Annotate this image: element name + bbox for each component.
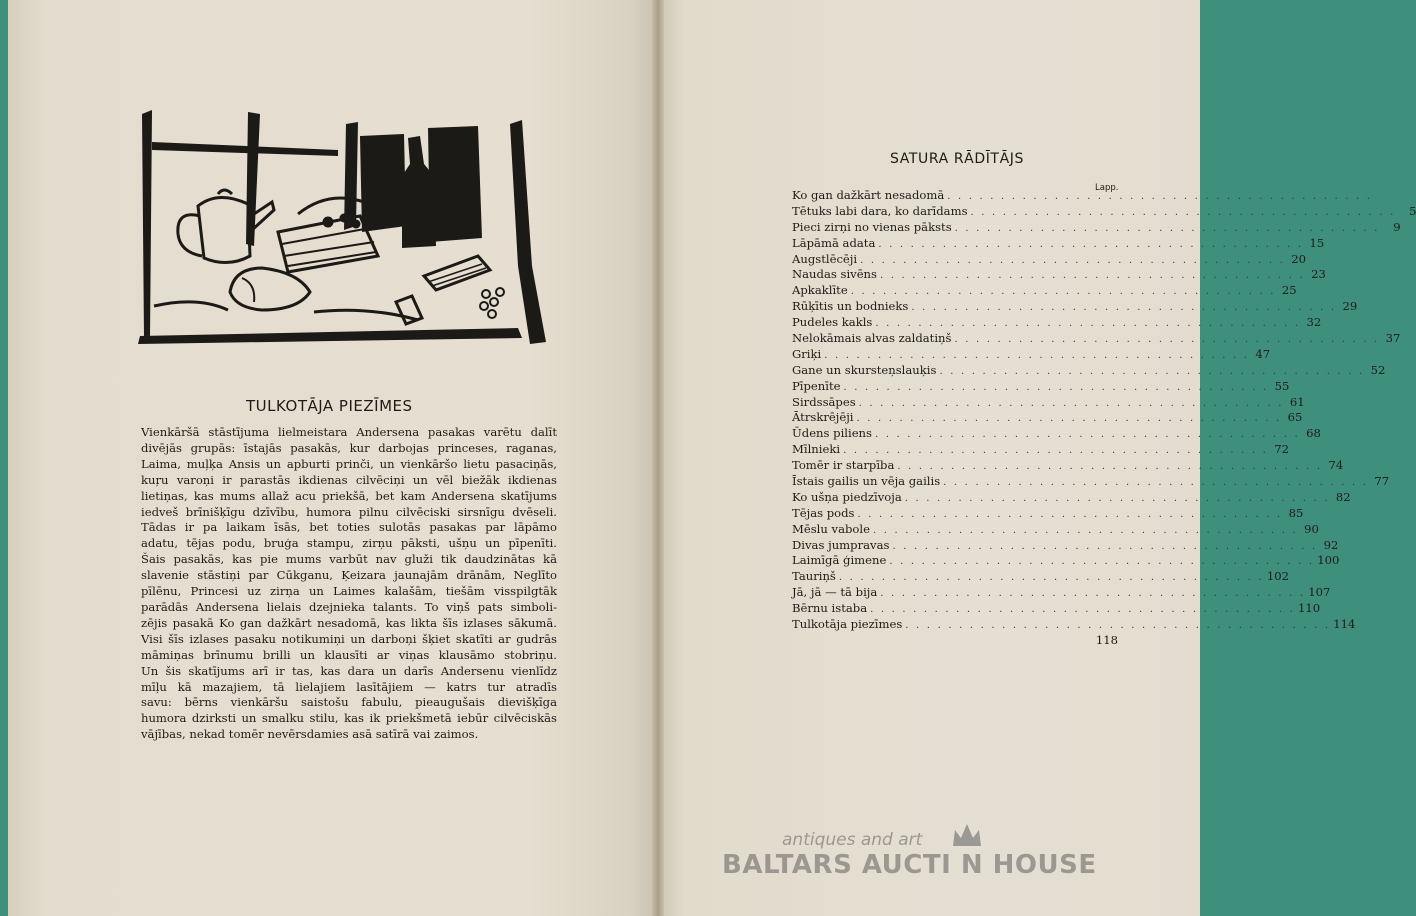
toc-entry-title: Rūķītis un bodnieks [792,299,909,314]
toc-entry-page: 20 [1291,251,1307,266]
toc-entry-title: Ūdens piliens [792,426,872,441]
toc-entry-title: Pīpenīte [792,378,841,393]
toc-entry-title: Nelokāmais alvas zaldatiņš [792,331,952,346]
toc-leader-dots: . . . . . . . . . . . . . . . . . . . . . . . . . . . . . . . . . . . . . . . . [897,461,1323,473]
toc-entry-title: Augstlēcēji [792,251,858,266]
toc-leader-dots: . . . . . . . . . . . . . . . . . . . . . . . . . . . . . . . . . . . . . . . . [911,302,1337,314]
toc-entry-title: Tulkotāja piezīmes [792,617,903,632]
book-gutter [652,0,664,916]
toc-entry-title: Gane un skursteņslauķis [792,362,937,377]
watermark [722,820,1122,890]
toc-entry [792,346,1271,363]
paragraph-line: vājības, nekad tomēr nevērsdamies asā satīrā vai zaimos. [141,727,479,742]
toc-leader-dots: . . . . . . . . . . . . . . . . . . . . . . . . . . . . . . . . . . . . . . . . [843,381,1269,393]
paragraph-line: Un šis skatījums arī ir tas, kas dara un darīs Andersenu vienlīdz [141,663,557,678]
toc-entry [792,283,1297,299]
toc-entry-page: 85 [1288,505,1304,520]
toc-entry-page: 37 [1385,331,1401,346]
toc-entry [792,537,1339,554]
toc-leader-dots: . . . . . . . . . . . . . . . . . . . . . . . . . . . . . . . . . . . . . . . . [824,349,1250,361]
toc-entry [792,410,1303,426]
toc-entry-title: Mēslu vabole [792,521,870,536]
toc-leader-dots: . . . . . . . . . . . . . . . . . . . . . . . . . . . . . . . . . . . . . . . . [892,540,1318,552]
toc-entry-title: Ko gan dažkārt nesadomā [792,188,945,202]
toc-entry [792,553,1340,569]
toc-entry [792,299,1358,315]
toc-entry-page: 114 [1333,617,1356,632]
toc-entry [792,505,1304,522]
paragraph-line: Visi šīs izlases pasaku notikumiņi un darboņi šķiet skatīti ar gudrās [141,631,557,646]
still-life-illustration [138,106,550,346]
toc-entry-title: Ātrskrējēji [792,410,854,425]
toc-leader-dots: . . . . . . . . . . . . . . . . . . . . . . . . . . . . . . . . . . . . . . . . [857,508,1283,520]
toc-entry [792,633,1118,649]
toc-entry-title: Pudeles kakls [792,315,873,330]
toc-entry-title: Īstais gailis un vēja gailis [792,474,941,489]
paragraph-line: Vienkāršā stāstījuma lielmeistara Andersena pasakas varētu dalīt [141,425,557,439]
toc-entry-page: 25 [1281,283,1297,298]
paragraph-line: adatu, tējas podu, bruģa stampu, zirņu pāksti, ušņu un pīpenīti. [141,536,557,551]
toc-leader-dots: . . . . . . . . . . . . . . . . . . . . . . . . . . . . . . . . . . . . . . . . [943,477,1369,489]
toc-entry-page: 92 [1323,537,1339,552]
toc-entry [792,378,1290,395]
toc-leader-dots: . . . . . . . . . . . . . . . . . . . . . . . . . . . . . . . . . . . . . . . . [870,604,1296,616]
toc-leader-dots: . . . . . . . . . . . . . . . . . . . . . . . . . . . . . . . . . . . . . . . . [875,318,1301,330]
toc-entry-page: 100 [1317,553,1340,568]
toc-entry [792,474,1390,490]
toc-entry-title: Tējas pods [792,505,855,520]
toc-entry-page: 72 [1274,442,1289,457]
toc-entry-page: 68 [1306,426,1321,441]
toc-entry-title: Ko ušņa piedzīvoja [792,489,902,504]
toc-entry [792,235,1325,252]
paragraph-line: Laima, muļķa Ansis un apburti prinči, un vienkāršo lietu pasaciņās, [141,456,557,471]
toc-leader-dots: . . . . . . . . . . . . . . . . . . . . . . . . . . . . . . . . . . . . . . . . [954,334,1380,346]
toc-entry-page: 102 [1266,569,1289,584]
toc-entry-page: 55 [1274,378,1290,393]
toc-entry-page: 65 [1287,410,1303,425]
toc-entry-title: Pieci zirņi no vienas pāksts [792,219,952,234]
toc-entry-page: 15 [1309,235,1325,250]
toc-entry-title: Divas jumpravas [792,537,890,552]
toc-entry-title: Griķi [792,346,822,361]
paragraph-line: humora dzirksti un smalku stilu, kas ik priekšmetā iebūr cilvēciskās [141,711,557,726]
toc-entry-page: 5 [1409,203,1416,218]
paragraph-line: savu: bērns vienkāršu saistošu fabulu, pieaugušais dievišķīga [141,695,557,710]
toc-leader-dots: . . . . . . . . . . . . . . . . . . . . . . . . . . . . . . . . . . . . . . . . [889,556,1315,568]
toc-leader-dots: . . . . . . . . . . . . . . . . . . . . . . . . . . . . . . . . . . . . . . . . [970,206,1396,218]
toc-entry-title: Tauriņš [792,569,836,584]
toc-entry-page: 61 [1289,394,1305,409]
toc-leader-dots: . . . . . . . . . . . . . . . . . . . . . . . . . . . . . . . . . . . . . . . . [904,492,1330,504]
watermark-tagline: antiques and art [782,830,923,850]
toc-entry [792,203,1416,220]
toc-entry [792,521,1319,538]
toc-entry-page: 110 [1298,601,1321,616]
toc-entry-page: 29 [1342,299,1358,314]
toc-entry-page: 9 [1393,219,1401,234]
toc-entry-page: 107 [1308,585,1331,600]
toc-entry [792,617,1356,633]
toc-entry [792,601,1321,617]
toc-entry-title: Sirdssāpes [792,394,856,409]
toc-leader-dots: . . . . . . . . . . . . . . . . . . . . . . . . . . . . . . . . . . . . . . . . [880,588,1306,600]
toc-entry [792,267,1326,283]
paragraph-line: pīlēnu, Princesi uz zirņa un Laimes kalašām, tiešām visspilgtāk [141,584,557,599]
toc-entry-title: Tētuks labi dara, ko darīdams [792,203,968,218]
toc-leader-dots: . . . . . . . . . . . . . . . . . . . . . . . . . . . . . . . . . . . . . . . . [858,397,1284,409]
toc-entry [792,219,1401,236]
paragraph-line: parādās Andersena lielais dzejnieka talants. To viņš pats simboli- [141,599,557,614]
page-column-label: Lapp. [1095,183,1119,193]
toc-entry-page: 23 [1311,267,1326,282]
paragraph-line: zējis pasakā Ko gan dažkārt nesadomā, kas likta šīs izlases sākumā. [141,615,557,630]
toc-entry-title: Apkaklīte [792,283,848,298]
paragraph-line: Tādas ir pa laikam īsās, bet toties sulotās pasakas par lāpāmo [141,520,557,535]
paragraph-line: divējās grupās: īstajās pasakās, kur darbojas princeses, raganas, [141,440,557,455]
toc-leader-dots: . . . . . . . . . . . . . . . . . . . . . . . . . . . . . . . . . . . . . . . . [947,191,1373,202]
toc-leader-dots: . . . . . . . . . . . . . . . . . . . . . . . . . . . . . . . . . . . . . . . . [874,429,1300,441]
toc-leader-dots: . . . . . . . . . . . . . . . . . . . . . . . . . . . . . . . . . . . . . . . . [843,445,1268,457]
paragraph-line: slavenie stāstiņi par Cūkganu, Ķeizara jaunajām drānām, Neglīto [141,568,557,583]
paragraph-line: lietiņas, kas mums allaž acu priekšā, bet kam Andersena skatījums [141,488,557,503]
toc-entry-title: Naudas sivēns [792,267,877,282]
toc-entry [792,489,1351,506]
toc-leader-dots: . . . . . . . . . . . . . . . . . . . . . . . . . . . . . . . . . . . . . . . . [872,524,1298,536]
paragraph-line: māmiņas brīnumu brilli un klausīti ar viņas klausāmo stobriņu. [141,647,557,662]
toc-entry-title: Tomēr ir starpība [792,458,895,473]
toc-leader-dots: . . . . . . . . . . . . . . . . . . . . . . . . . . . . . . . . . . . . . . . . [856,413,1282,425]
toc-entry [792,426,1321,442]
toc-entry-page: 77 [1374,474,1390,489]
toc-entry-page: 82 [1335,489,1351,504]
toc-leader-dots: . . . . . . . . . . . . . . . . . . . . . . . . . . . . . . . . . . . . . . . . [939,365,1365,377]
toc-leader-dots: . . . . . . . . . . . . . . . . . . . . . . . . . . . . . . . . . . . . . . . . [905,620,1331,632]
toc-entry-page: 52 [1370,362,1386,377]
toc-entry-title: Mīlnieki [792,442,841,457]
toc-leader-dots: . . . . . . . . . . . . . . . . . . . . . . . . . . . . . . . . . . . . . . . . [838,572,1264,584]
crown-icon [950,820,984,850]
toc-leader-dots: . . . . . . . . . . . . . . . . . . . . . . . . . . . . . . . . . . . . . . . . [850,286,1276,298]
toc-entry-page: 74 [1328,458,1344,473]
toc-entry-page: 47 [1255,346,1271,361]
toc-entry [792,442,1289,458]
toc-entry [792,458,1344,474]
notes-paragraph [141,425,557,743]
toc-title: SATURA RĀDĪTĀJS [890,151,1024,167]
toc-entry-page: 118 [1095,632,1118,647]
notes-title: TULKOTĀJA PIEZĪMES [246,397,413,415]
toc-entry [792,331,1401,347]
toc-entry [792,251,1307,268]
toc-entry [792,315,1322,331]
toc-leader-dots: . . . . . . . . . . . . . . . . . . . . . . . . . . . . . . . . . . . . . . . . [879,270,1305,282]
paragraph-line: iedveš brīnišķīgu dzīvību, humora pilnu cilvēciski sirsnīgu dvēseli. [141,504,557,519]
toc-entry [792,569,1289,585]
toc-entry-page: 90 [1304,521,1319,536]
toc-leader-dots: . . . . . . . . . . . . . . . . . . . . . . . . . . . . . . . . . . . . . . . . [860,254,1286,266]
toc-entry [792,362,1386,379]
paragraph-line: Šais pasakās, kas pie mums varbūt nav gluži tik daudzinātas kā [141,552,557,567]
toc-entry [792,585,1331,601]
watermark-name: BALTARS AUCTI N HOUSE [722,850,1097,880]
toc-entry-title: Bērnu istaba [792,601,868,616]
toc-entry-title: Lāpāmā adata [792,235,876,250]
paragraph-line: mīļu kā mazajiem, tā lielajiem lasītājiem — katrs tur atradīs [141,679,557,694]
paragraph-line: kuŗu varoņi ir parastās ikdienas cilvēciņi un vēl biežāk ikdienas [141,472,557,487]
toc-entry-page: 32 [1306,315,1322,330]
toc-leader-dots: . . . . . . . . . . . . . . . . . . . . . . . . . . . . . . . . . . . . . . . . [954,222,1380,234]
toc-entry-title: Jā, jā — tā bija [792,585,878,600]
toc-leader-dots: . . . . . . . . . . . . . . . . . . . . . . . . . . . . . . . . . . . . . . . . [878,238,1304,250]
toc-entry-title: Laimīgā ģimene [792,553,887,568]
toc-entry [792,394,1305,411]
